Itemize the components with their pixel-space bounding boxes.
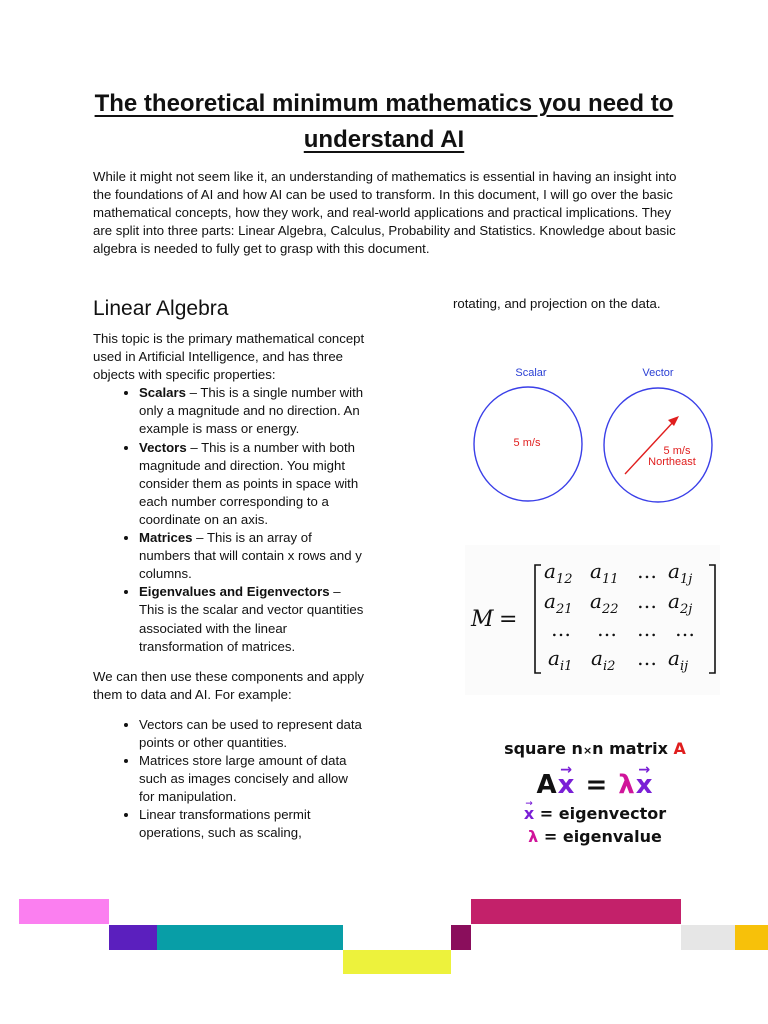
matrix-entry: $a_{i2}$ [591,646,616,674]
matrix-entry: $a_{1j}$ [668,559,693,587]
decor-bar-purple [109,925,157,950]
matrix-entry: $a_{11}$ [590,559,619,587]
definition-term: Matrices [139,530,193,546]
definitions-list [93,384,365,655]
definition-text: – This is a single number with only a magnitude and no direction. An example is mass or energy. [139,385,364,437]
scalar-label: Scalar [515,367,547,379]
eigenvalue-definition: λ = eigenvalue [528,827,662,846]
definition-item [139,529,365,583]
decor-bar-magenta [471,899,681,924]
matrix-entry: $a_{2j}$ [668,589,693,617]
eigen-caption: square n×n matrix A [504,739,686,758]
matrix-entry: $a_{12}$ [544,559,573,587]
vector-direction: Northeast [648,456,696,468]
definition-term: Eigenvalues and Eigenvectors [139,584,330,600]
section-lead: This topic is the primary mathematical concept used in Artificial Intelligence, and has three objects with specific properties: [93,331,365,383]
intro-paragraph: While it might not seem like it, an understanding of mathematics is essential in having an insight into the foundations of AI and how AI can be used to transform. In this document, I will go over the basic mathematical concepts, how they work, and real-world applications and practical implications. They are split into three parts: Linear Algebra, Calculus, Probability and Statistics. Knowledge about basic algebra is needed to fully get to grasp with this document. [93,169,677,257]
linear-algebra-section [93,296,365,843]
decor-bar-pink [19,899,109,924]
definition-text: – This is a number with both magnitude and direction. You might consider them as points in space with each number corresponding to a coordinate on an axis. [139,439,359,527]
matrix-entry: $a_{i1}$ [548,646,573,674]
section-heading: Linear Algebra [93,297,229,320]
matrix-entry: $a_{ij}$ [668,646,689,674]
definition-item [139,583,365,655]
matrix-entry: $a_{22}$ [590,589,619,617]
applications-list [93,716,365,843]
definition-text: – This is the scalar and vector quantities associated with the linear transformation of matrices. [139,584,364,654]
matrix-equals: = [499,607,518,632]
matrix-entry: … [551,617,571,641]
vector-label: Vector [642,367,674,379]
scalar-vector-diagram [465,362,725,512]
matrix-entry: $a_{21}$ [544,589,573,617]
document-title: The theoretical minimum mathematics you need to understand AI [94,90,674,153]
continuation-text: rotating, and projection on the data. [453,296,661,311]
matrix-entry: … [675,617,695,641]
matrix-entry: … [597,617,617,641]
application-item: • Vectors can be used to represent data points or other quantities. [139,716,365,752]
vector-value: 5 m/s [663,445,691,457]
decor-bar-gray [681,925,735,950]
definition-item [139,439,365,529]
application-item: • Matrices store large amount of data such as images concisely and allow for manipulation. [139,752,365,806]
eigen-equation: A→ x = λ→ x [475,770,715,800]
matrix-entry: … [637,617,657,641]
matrix-entry: … [637,559,657,583]
scalar-value: 5 m/s [513,437,541,449]
definition-text: – This is an array of numbers that will contain x rows and y columns. [139,530,362,582]
eigenvector-definition: → x = eigenvector [475,804,715,823]
decor-bar-plum [451,925,471,950]
matrix-entry: … [637,646,657,670]
definition-item [139,384,365,438]
vector-circle [604,388,712,502]
matrix-name: M [471,607,494,632]
decor-bar-amber [735,925,768,950]
matrix-figure [465,545,720,695]
definition-term: Vectors [139,439,187,455]
eigen-figure [475,735,715,875]
decor-bar-yellow [343,950,451,974]
arrow-head-icon [668,416,679,426]
transition-paragraph: We can then use these components and apply them to data and AI. For example: [93,668,365,702]
matrix-entry: … [637,589,657,613]
application-item: • Linear transformations permit operations, such as scaling, [139,806,365,842]
decor-bar-teal [157,925,343,950]
definition-term: Scalars [139,385,186,401]
